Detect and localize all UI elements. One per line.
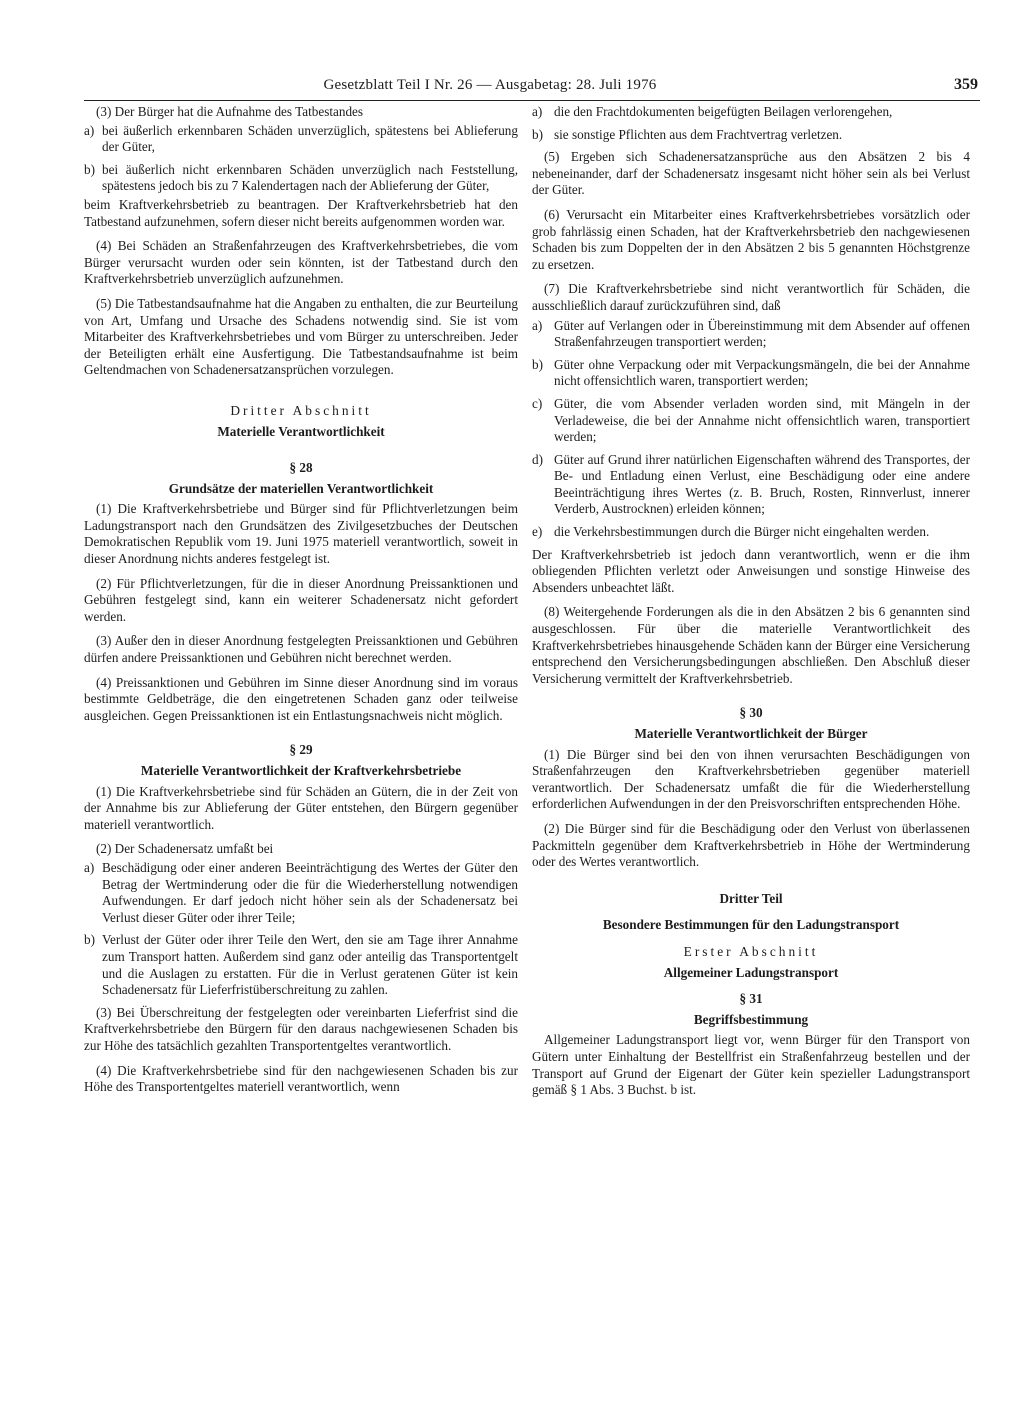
part-heading: Dritter Teil — [719, 890, 783, 906]
list-item — [532, 396, 970, 446]
paragraph-title: Begriffsbestimmung — [693, 1011, 809, 1027]
list-text: Güter auf Grund ihrer natürlichen Eigenschaften während des Transportes, der Be- und Entladung einen Verlust, eine Beschädigung oder eine andere Beeinträchtigung ihres Wertes (z. B. Bruch, Rosten, Rinnverlust, innerer Verderb, Austrocknen) erleiden können; — [554, 451, 970, 517]
section-heading: Erster Abschnitt — [683, 943, 819, 959]
paragraph-symbol: § 28 — [289, 460, 313, 476]
paragraph: (5) Ergeben sich Schadenersatzansprüche aus den Absätzen 2 bis 4 nebeneinander, darf der Schadenersatz insgesamt nicht höher sein als bei Verlust der Güter. — [532, 149, 970, 198]
list-label: b) — [84, 932, 95, 948]
list-item — [532, 357, 970, 390]
list-item — [532, 104, 970, 121]
section-title: Allgemeiner Ladungstransport — [663, 964, 839, 980]
list-text: sie sonstige Pflichten aus dem Frachtvertrag verletzen. — [554, 126, 843, 142]
page-number: 359 — [954, 76, 978, 93]
page-header — [84, 76, 980, 101]
section-heading: Dritter Abschnitt — [230, 402, 372, 418]
part-title: Besondere Bestimmungen für den Ladungstransport — [602, 917, 900, 933]
paragraph: (8) Weitergehende Forderungen als die in den Absätzen 2 bis 6 genannten sind ausgeschlossen. Für über die materielle Verantwortlichkeit des Kraftverkehrsbetriebes hinausgehende Schäden kann der Bürger eine Versicherung entsprechend den Versicherungsbedingungen abschließen. Den Abschluß dieser Versicherung vermittelt der Kraftverkehrsbetrieb. — [532, 604, 970, 686]
list-item — [532, 318, 970, 351]
right-column — [532, 104, 970, 1107]
paragraph: (6) Verursacht ein Mitarbeiter eines Kraftverkehrsbetriebes vorsätzlich oder grob fahrlässig einen Schaden, hat der Kraftverkehrsbetrieb den nachgewiesenen Schaden bis zum Doppelten der in den Absätzen 2 bis 5 genannten Höchstgrenze zu ersetzen. — [532, 206, 970, 272]
list-label: d) — [532, 451, 543, 467]
list-text: Güter, die vom Absender verladen worden sind, mit Mängeln in der Verladeweise, die bei der Annahme nicht offensichtlich waren, transportiert werden; — [554, 395, 970, 445]
left-column — [84, 104, 518, 1104]
paragraph-symbol: § 29 — [289, 742, 313, 758]
paragraph-title: Materielle Verantwortlichkeit der Kraftverkehrsbetriebe — [140, 763, 462, 778]
list-item — [532, 452, 970, 518]
paragraph: (3) Außer den in dieser Anordnung festgelegten Preissanktionen und Gebühren dürfen andere Preissanktionen und Gebühren nicht berechnet werden. — [84, 633, 518, 666]
list-label: b) — [532, 356, 543, 372]
list-text: Beschädigung oder einer anderen Beeinträchtigung des Wertes der Güter den Betrag der Wertminderung oder die für die Wiederherstellung notwendigen Aufwendungen. Er darf jedoch nicht höher sein als der Schadenersatz bei Verlust dieser Güter oder ihrer Teile; — [102, 859, 518, 925]
list-text: Verlust der Güter oder ihrer Teile den Wert, den sie am Tage ihrer Annahme zum Transport hatten. Außerdem sind ganz oder anteilig das Transportentgelt und die Auslagen zu erstatten. Für die in Verlust geratenen Güter ist kein Schadenersatz für Lieferfristüberschreitung zu zahlen. — [102, 932, 518, 998]
list-label: a) — [532, 317, 543, 333]
list-text: bei äußerlich erkennbaren Schäden unverzüglich, spätestens bei Ablieferung der Güter, — [102, 122, 518, 155]
paragraph: (1) Die Bürger sind bei den von ihnen verursachten Beschädigungen von Straßenfahrzeugen den Kraftverkehrsbetrieben gegenüber materiell verantwortlich. Der Schadenersatz umfaßt die für die Wiederherstellung erforderlichen Aufwendungen in der den Preisvorschriften entsprechenden Höhe. — [532, 746, 970, 812]
paragraph-title: Grundsätze der materiellen Verantwortlichkeit — [168, 480, 434, 496]
paragraph: (4) Bei Schäden an Straßenfahrzeugen des Kraftverkehrsbetriebes, die vom Bürger verursacht wurden oder sein könnten, ist der Tatbestand durch den Kraftverkehrsbetrieb unverzüglich aufzunehmen. — [84, 238, 518, 287]
list-item — [84, 932, 518, 998]
paragraph: Der Kraftverkehrsbetrieb ist jedoch dann verantwortlich, wenn er die ihm obliegenden Pflichten verletzt oder Anweisungen und sonstige Hinweise des Absenders unbeachtet läßt. — [532, 546, 970, 595]
list-label: a) — [532, 104, 543, 119]
paragraph: (2) Für Pflichtverletzungen, für die in dieser Anordnung Preissanktionen und Gebühren festgelegt sind, kann ein weiterer Schadenersatz nicht gefordert werden. — [84, 575, 518, 624]
list-text: Güter ohne Verpackung oder mit Verpackungsmängeln, die bei der Annahme nicht offensichtlich waren, transportiert werden; — [554, 356, 970, 389]
paragraph-title: Materielle Verantwortlichkeit der Bürger — [634, 726, 868, 741]
list-text: bei äußerlich nicht erkennbaren Schäden unverzüglich nach Feststellung, spätestens jedoch bis zu 7 Kalendertagen nach der Ablieferung der Güter, — [102, 161, 518, 194]
paragraph: (3) Der Bürger hat die Aufnahme des Tatbestandes — [96, 104, 364, 119]
paragraph: (3) Bei Überschreitung der festgelegten oder vereinbarten Lieferfrist sind die Kraftverkehrsbetriebe den Bürgern für den daraus nachgewiesenen Schaden bis zur Höhe des tatsächlich gezahlten Transportentgeltes verantwortlich. — [84, 1004, 518, 1053]
paragraph: Allgemeiner Ladungstransport liegt vor, wenn Bürger für den Transport von Gütern unter Einhaltung der Bestellfrist ein Straßenfahrzeug bestellen und der Transport auf Grund der Eigenart der Güter kein spezieller Ladungstransport gemäß § 1 Abs. 3 Buchst. b ist. — [532, 1032, 970, 1098]
list-item — [84, 860, 518, 926]
list-label: a) — [84, 859, 95, 875]
list-label: a) — [84, 122, 95, 138]
list-label: b) — [84, 161, 95, 177]
paragraph: (2) Die Bürger sind für die Beschädigung oder den Verlust von überlassenen Packmitteln gegenüber dem Kraftverkehrsbetrieb in Höhe der Wertminderung oder des Wertes verantwortlich. — [532, 820, 970, 870]
list-label: e) — [532, 524, 543, 540]
gazette-title: Gesetzblatt Teil I Nr. 26 — Ausgabetag: 28. Juli 1976 — [323, 77, 657, 93]
list-text: Güter auf Verlangen oder in Übereinstimmung mit dem Absender auf offenen Straßenfahrzeugen transportiert werden; — [554, 317, 970, 350]
paragraph: (2) Der Schadenersatz umfaßt bei — [96, 841, 274, 857]
paragraph-symbol: § 31 — [739, 991, 763, 1007]
paragraph-symbol: § 30 — [739, 705, 763, 721]
paragraph: (1) Die Kraftverkehrsbetriebe sind für Schäden an Gütern, die in der Zeit von der Annahme bis zur Ablieferung der Güter entstehen, den Bürgern gegenüber materiell verantwortlich. — [84, 783, 518, 832]
paragraph: (5) Die Tatbestandsaufnahme hat die Angaben zu enthalten, die zur Beurteilung von Art, Umfang und Ursache des Schadens notwendig sind. Sie ist vom Mitarbeiter des Kraftverkehrsbetriebes und vom Bürger zu unterschreiben. Jeder der Beteiligten erhält eine Ausfertigung. Die Tatbestandsaufnahme ist beim Geltendmachen von Schadenersatzansprüchen vorzulegen. — [84, 295, 518, 378]
paragraph: beim Kraftverkehrsbetrieb zu beantragen. Der Kraftverkehrsbetrieb hat den Tatbestand aufzunehmen, sofern dieser nicht bereits aufgenommen worden war. — [84, 196, 518, 229]
list-item — [532, 524, 970, 541]
paragraph: (4) Die Kraftverkehrsbetriebe sind für den nachgewiesenen Schaden bis zur Höhe des Transportentgeltes materiell verantwortlich, wenn — [84, 1062, 518, 1095]
paragraph: (1) Die Kraftverkehrsbetriebe und Bürger sind für Pflichtverletzungen beim Ladungstransport nach den Grundsätzen des Zivilgesetzbuches der Deutschen Demokratischen Republik vom 19. Juni 1975 materiell verantwortlich, soweit in dieser Anordnung nichts anderes festgelegt ist. — [84, 501, 518, 567]
paragraph: (4) Preissanktionen und Gebühren im Sinne dieser Anordnung sind im voraus bestimmte Geldbeträge, die den eingetretenen Schaden ganz oder teilweise ausgleichen. Gegen Preissanktionen ist ein Entlastungsnachweis nicht möglich. — [84, 674, 518, 723]
section-title: Materielle Verantwortlichkeit — [217, 423, 385, 439]
list-text: die den Frachtdokumenten beigefügten Beilagen verlorengehen, — [554, 104, 893, 119]
list-text: die Verkehrsbestimmungen durch die Bürger nicht eingehalten werden. — [554, 524, 930, 540]
list-label: c) — [532, 395, 543, 411]
list-item — [532, 127, 970, 144]
list-item — [84, 123, 518, 156]
paragraph: (7) Die Kraftverkehrsbetriebe sind nicht verantwortlich für Schäden, die ausschließlich darauf zurückzuführen sind, daß — [532, 281, 970, 313]
list-label: b) — [532, 126, 543, 142]
list-item — [84, 162, 518, 195]
